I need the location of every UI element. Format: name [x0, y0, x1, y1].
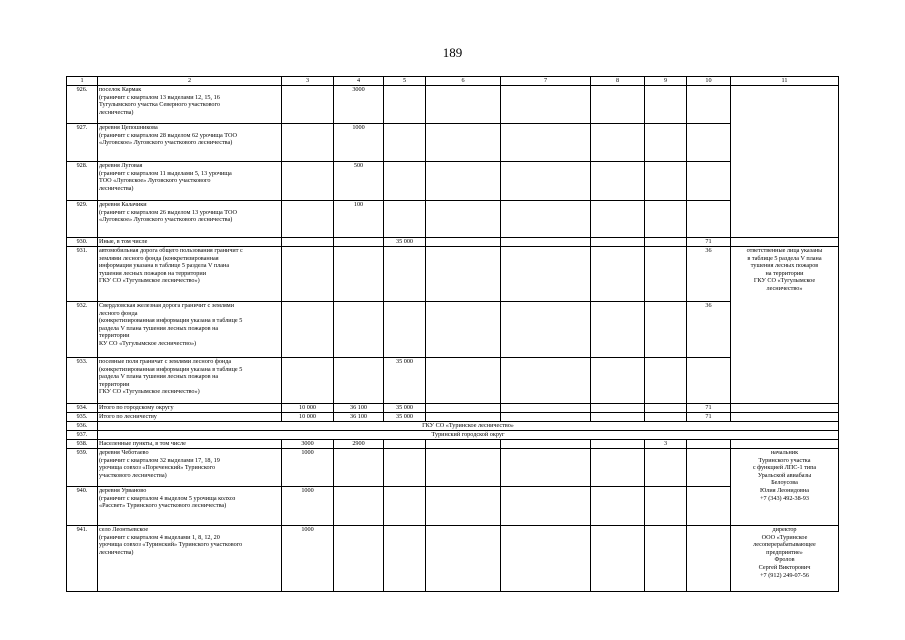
value-cell [645, 162, 687, 201]
description-cell [98, 440, 282, 449]
value-cell [591, 449, 645, 487]
responsible-line: лесничество» [766, 284, 803, 292]
value-cell [282, 247, 334, 302]
description-line: Тугулымского участка Северного участкового [99, 101, 220, 109]
row-number: 941. [67, 526, 98, 592]
value-cell [501, 238, 591, 247]
value-cell [384, 247, 426, 302]
value-cell [687, 487, 731, 526]
value-cell [501, 247, 591, 302]
description-line: (граничит с кварталом 11 выделами 5, 13 урочища [99, 169, 232, 177]
description-line: лесного фонда [99, 309, 138, 317]
header-cell: 10 [687, 77, 731, 86]
section-row [67, 422, 839, 431]
value-cell [645, 413, 687, 422]
table-row [67, 162, 839, 201]
value-cell [501, 404, 591, 413]
description-line: участкового лесничества) [99, 471, 167, 479]
description-line: деревня Калачики [99, 201, 147, 208]
description-line: село Леонтьевское [99, 526, 149, 533]
row-number: 936. [67, 422, 98, 431]
description-line: деревня Цепошникова [99, 124, 158, 131]
value-cell [591, 247, 645, 302]
value-cell [591, 358, 645, 404]
header-cell: 4 [334, 77, 384, 86]
fire-plan-table [66, 76, 839, 592]
value-cell [282, 86, 334, 124]
value-cell [426, 162, 501, 201]
value-cell [426, 404, 501, 413]
value-cell [591, 302, 645, 358]
description-cell [98, 404, 282, 413]
value-cell [426, 358, 501, 404]
responsible-line: Белоусова [771, 479, 798, 487]
value-cell [501, 440, 591, 449]
row-number: 928. [67, 162, 98, 201]
value-cell [645, 247, 687, 302]
description-line: раздела V плана тушения лесных пожаров на [99, 324, 219, 332]
description-line: деревня Чеботаево [99, 449, 149, 456]
description-line: Свердловская железная дорога граничит с землями [99, 302, 235, 309]
page-number: 189 [442, 45, 463, 60]
value-cell [645, 86, 687, 124]
responsible-cell [731, 247, 839, 404]
description-cell [98, 413, 282, 422]
description-cell [98, 449, 282, 487]
description-line: «Луговское» Луговского участкового лесничества) [99, 216, 233, 224]
value-cell [334, 526, 384, 592]
value-cell [384, 526, 426, 592]
value-cell [591, 413, 645, 422]
section-title: Туринский городской округ [98, 431, 839, 440]
value-cell: 35 000 [384, 238, 426, 247]
value-cell [282, 238, 334, 247]
table-row [67, 247, 839, 302]
value-cell [501, 358, 591, 404]
value-cell [591, 526, 645, 592]
value-cell [501, 162, 591, 201]
description-line: (граничит с кварталом 26 выделом 13 урочища ТОО [99, 208, 237, 216]
header-cell: 9 [645, 77, 687, 86]
value-cell: 1000 [282, 449, 334, 487]
value-cell [687, 358, 731, 404]
value-cell [731, 440, 839, 449]
description-cell [98, 302, 282, 358]
description-line: Населенные пункты, в том числе [99, 440, 186, 447]
description-cell [98, 162, 282, 201]
value-cell [426, 413, 501, 422]
section-row [67, 431, 839, 440]
description-line: землями лесного фонда (конкретизированная [99, 254, 219, 262]
description-line: автомобильная дорога общего пользования граничит с [99, 247, 243, 254]
description-line: урочища совхоз «Пореченский» Туринского [99, 464, 216, 472]
value-cell [426, 201, 501, 238]
value-cell [687, 162, 731, 201]
description-line: Иные, в том числе [99, 238, 148, 245]
value-cell: 500 [334, 162, 384, 201]
description-cell [98, 86, 282, 124]
description-line: ТОО «Луговское» Луговского участкового [99, 177, 211, 185]
responsible-line: с функцией ЛПС-1 типа [752, 464, 817, 472]
value-cell: 35 000 [384, 404, 426, 413]
value-cell: 3 [645, 440, 687, 449]
description-cell [98, 247, 282, 302]
value-cell [501, 449, 591, 487]
value-cell: 35 000 [384, 358, 426, 404]
value-cell: 1000 [334, 124, 384, 162]
description-line: деревня Урвановo [99, 487, 147, 494]
value-cell [334, 449, 384, 487]
row-number: 931. [67, 247, 98, 302]
value-cell: 35 000 [384, 413, 426, 422]
description-line: лесничества) [99, 184, 134, 192]
description-line: «Рассвет» Туринского участкового лесничества) [99, 502, 227, 510]
row-number: 929. [67, 201, 98, 238]
description-line: (граничит с кварталом 32 выделами 17, 18, 19 [99, 456, 220, 464]
description-cell [98, 238, 282, 247]
responsible-line: Фролов [774, 556, 795, 564]
table-row [67, 449, 839, 487]
responsible-line: на территории [765, 269, 804, 277]
value-cell [591, 487, 645, 526]
row-number: 930. [67, 238, 98, 247]
value-cell [591, 404, 645, 413]
responsible-line: +7 (343) 492-38-93 [760, 494, 809, 502]
value-cell [384, 86, 426, 124]
table-body [67, 86, 839, 592]
value-cell [591, 86, 645, 124]
value-cell [645, 201, 687, 238]
value-cell: 3000 [282, 440, 334, 449]
description-line: лесничества) [99, 108, 134, 116]
description-line: (конкретизированная информация указана в таблице 5 [99, 365, 243, 373]
header-row [67, 77, 839, 86]
description-line: поселок Кармак [99, 86, 142, 93]
value-cell [645, 302, 687, 358]
header-cell: 1 [67, 77, 98, 86]
row-number: 934. [67, 404, 98, 413]
value-cell [334, 238, 384, 247]
value-cell [426, 526, 501, 592]
table-row [67, 440, 839, 449]
value-cell [426, 238, 501, 247]
responsible-line: лесоперерабатывающее [753, 541, 816, 549]
section-title: ГКУ СО «Туринское лесничество» [98, 422, 839, 431]
responsible-line: ГКУ СО «Тугулымское [753, 277, 816, 285]
description-cell [98, 358, 282, 404]
value-cell [282, 201, 334, 238]
value-cell: 36 [687, 302, 731, 358]
value-cell: 1000 [282, 487, 334, 526]
value-cell [645, 487, 687, 526]
description-line: территории [99, 380, 130, 388]
value-cell [384, 302, 426, 358]
value-cell: 36 100 [334, 413, 384, 422]
row-number: 927. [67, 124, 98, 162]
value-cell: 3000 [334, 86, 384, 124]
responsible-line: директор [772, 526, 797, 533]
responsible-cell [731, 86, 839, 238]
table-row [67, 487, 839, 526]
value-cell [282, 302, 334, 358]
responsible-line: Уральской авиабазы [757, 471, 812, 479]
description-line: территории [99, 332, 130, 340]
description-line: (граничит с кварталом 13 выделами 12, 15, 16 [99, 93, 220, 101]
header-cell: 7 [501, 77, 591, 86]
value-cell [384, 162, 426, 201]
value-cell [426, 247, 501, 302]
description-line: КУ СО «Тугулымское лесничество») [99, 339, 197, 347]
row-number: 940. [67, 487, 98, 526]
value-cell [384, 124, 426, 162]
value-cell: 10 000 [282, 413, 334, 422]
value-cell [282, 162, 334, 201]
value-cell [426, 440, 501, 449]
table-row [67, 238, 839, 247]
value-cell [645, 124, 687, 162]
description-cell [98, 526, 282, 592]
row-number: 935. [67, 413, 98, 422]
value-cell [687, 86, 731, 124]
value-cell: 71 [687, 404, 731, 413]
description-line: урочища совхоз «Туринский» Туринского участкового [99, 541, 243, 549]
header-cell: 6 [426, 77, 501, 86]
value-cell [501, 124, 591, 162]
row-number: 932. [67, 302, 98, 358]
value-cell [731, 413, 839, 422]
value-cell [687, 201, 731, 238]
header-cell: 8 [591, 77, 645, 86]
value-cell: 100 [334, 201, 384, 238]
responsible-line: Туринского участка [758, 456, 811, 464]
responsible-line: предприятие» [766, 548, 803, 556]
value-cell [384, 449, 426, 487]
header-cell: 5 [384, 77, 426, 86]
value-cell [731, 404, 839, 413]
value-cell: 71 [687, 238, 731, 247]
value-cell [645, 404, 687, 413]
value-cell [687, 526, 731, 592]
value-cell [282, 124, 334, 162]
table-row [67, 201, 839, 238]
value-cell: 36 100 [334, 404, 384, 413]
description-line: (граничит с кварталом 4 выделами 1, 8, 12, 20 [99, 533, 220, 541]
value-cell [591, 238, 645, 247]
description-line: информация указана в таблице 5 раздела V плана [99, 262, 230, 270]
value-cell: 71 [687, 413, 731, 422]
responsible-cell [731, 449, 839, 526]
description-cell [98, 487, 282, 526]
value-cell [687, 124, 731, 162]
description-line: Итого по городскому округу [99, 404, 174, 411]
value-cell: 2900 [334, 440, 384, 449]
value-cell [645, 238, 687, 247]
responsible-line: начальник [770, 449, 799, 456]
value-cell: 36 [687, 247, 731, 302]
responsible-line: в таблице 5 раздела V плана [747, 254, 822, 262]
row-number: 933. [67, 358, 98, 404]
value-cell: 1000 [282, 526, 334, 592]
value-cell [384, 487, 426, 526]
description-line: лесничества) [99, 548, 134, 556]
row-number: 926. [67, 86, 98, 124]
responsible-cell [731, 526, 839, 592]
value-cell [591, 440, 645, 449]
value-cell [501, 201, 591, 238]
value-cell [645, 358, 687, 404]
value-cell [687, 440, 731, 449]
table-row [67, 526, 839, 592]
value-cell [501, 86, 591, 124]
table-row [67, 86, 839, 124]
value-cell [731, 238, 839, 247]
responsible-line: тушения лесных пожаров [750, 262, 819, 270]
header-cell: 11 [731, 77, 839, 86]
value-cell [334, 302, 384, 358]
value-cell [501, 487, 591, 526]
value-cell [426, 449, 501, 487]
value-cell [645, 449, 687, 487]
description-line: (граничит с кварталом 4 выделом 5 урочища колхоз [99, 494, 236, 502]
table-row [67, 413, 839, 422]
table-row [67, 404, 839, 413]
description-line: Итого по лесничеству [99, 413, 157, 420]
row-number: 939. [67, 449, 98, 487]
value-cell [334, 487, 384, 526]
responsible-line: ответственные лица указаны [746, 247, 823, 254]
value-cell [334, 358, 384, 404]
description-line: раздела V плана тушения лесных пожаров на [99, 373, 219, 381]
header-cell: 2 [98, 77, 282, 86]
description-line: (граничит с кварталом 28 выделом 62 урочища ТОО [99, 131, 237, 139]
value-cell [282, 358, 334, 404]
responsible-line: Юлия Леонидовна [760, 486, 809, 494]
description-line: (конкретизированная информация указана в таблице 5 [99, 317, 243, 325]
responsible-line: +7 (912) 249-07-56 [760, 571, 809, 579]
value-cell [426, 487, 501, 526]
value-cell [687, 449, 731, 487]
value-cell [334, 247, 384, 302]
value-cell [591, 201, 645, 238]
value-cell [384, 201, 426, 238]
value-cell [426, 86, 501, 124]
table-row [67, 124, 839, 162]
value-cell [645, 526, 687, 592]
responsible-line: Сергей Викторович [758, 563, 811, 571]
description-line: ГКУ СО «Тугулымское лесничество») [99, 388, 200, 396]
value-cell: 10 000 [282, 404, 334, 413]
value-cell [426, 302, 501, 358]
description-cell [98, 124, 282, 162]
table-row [67, 302, 839, 358]
row-number: 937. [67, 431, 98, 440]
description-line: «Луговское» Луговского участкового лесничества) [99, 139, 233, 147]
value-cell [426, 124, 501, 162]
value-cell [591, 162, 645, 201]
description-cell [98, 201, 282, 238]
description-line: посевные поля граничат с землями лесного фонда [99, 358, 232, 365]
responsible-line: ООО «Туринское [761, 533, 808, 541]
row-number: 938. [67, 440, 98, 449]
description-line: ГКУ СО «Тугулымское лесничество») [99, 277, 200, 285]
value-cell [501, 302, 591, 358]
value-cell [501, 413, 591, 422]
value-cell [501, 526, 591, 592]
description-line: тушения лесных пожаров на территории [99, 269, 206, 277]
value-cell [384, 440, 426, 449]
header-cell: 3 [282, 77, 334, 86]
table-row [67, 358, 839, 404]
value-cell [591, 124, 645, 162]
description-line: деревня Луговая [99, 162, 143, 169]
